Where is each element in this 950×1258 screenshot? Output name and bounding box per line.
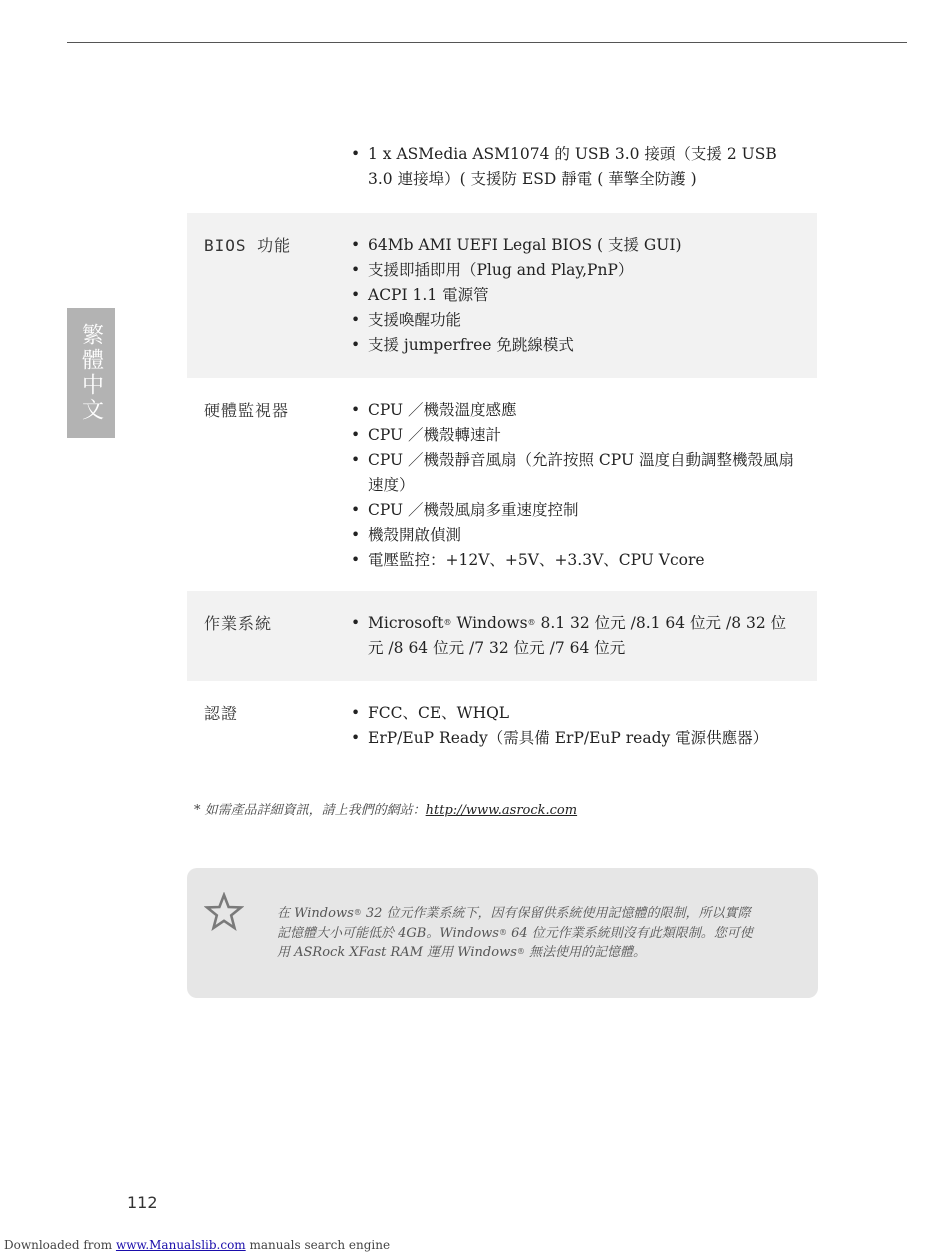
- spec-label-hardware-monitor: 硬體監視器: [204, 401, 290, 420]
- spec-item: • 支援 jumperfree 免跳線模式: [351, 333, 799, 358]
- spec-item: • CPU ／機殼轉速計: [351, 423, 799, 448]
- spec-row-os: [187, 591, 817, 681]
- spec-list: [351, 233, 817, 358]
- registered-mark: ®: [443, 618, 452, 627]
- spec-item: • 支援即插即用（Plug and Play,PnP）: [351, 258, 799, 283]
- spec-item: • ACPI 1.1 電源管: [351, 283, 799, 308]
- spec-label: [187, 142, 351, 192]
- spec-item: • CPU ／機殼靜音風扇（允許按照 CPU 溫度自動調整機殼風扇速度）: [351, 448, 799, 498]
- spec-item: • 機殼開啟偵測: [351, 523, 799, 548]
- top-rule: [67, 42, 907, 43]
- note-text: [277, 904, 757, 963]
- star-outline-icon: [204, 892, 244, 932]
- spec-label-os: 作業系統: [204, 614, 273, 633]
- spec-list: [351, 611, 817, 661]
- note-segment: 32 位元作業系統下，因有保留供系統使用記憶體的限制，所以實際記憶體大小可能低於 4GB。Windows: [277, 906, 751, 941]
- footnote: [194, 799, 577, 818]
- spec-item: • 64Mb AMI UEFI Legal BIOS ( 支援 GUI): [351, 233, 799, 258]
- spec-table: [187, 132, 817, 751]
- language-label: 繁體中文: [78, 323, 104, 423]
- spec-item: • 電壓監控：+12V、+5V、+3.3V、CPU Vcore: [351, 548, 799, 573]
- spec-label-bios: BIOS 功能: [204, 236, 292, 255]
- spec-row-certifications: [187, 681, 817, 751]
- page-number: 112: [127, 1193, 158, 1212]
- spec-item: • 支援喚醒功能: [351, 308, 799, 333]
- os-text: 8.1 32 位元 /8.1 64 位元 /8 32 位元 /8 64 位元 /7 32 位元 /7 64 位元: [368, 614, 787, 657]
- download-prefix: Downloaded from: [4, 1238, 116, 1252]
- spec-item: • FCC、CE、WHQL: [351, 701, 799, 726]
- spec-item: • CPU ／機殼風扇多重速度控制: [351, 498, 799, 523]
- download-suffix: manuals search engine: [245, 1238, 391, 1252]
- os-text: Microsoft: [368, 614, 444, 632]
- spec-item: • CPU ／機殼溫度感應: [351, 398, 799, 423]
- registered-mark: ®: [498, 927, 507, 937]
- spec-list: [351, 398, 817, 573]
- language-side-tab: [67, 308, 115, 438]
- registered-mark: ®: [353, 908, 362, 917]
- spec-list: [351, 142, 817, 192]
- registered-mark: ®: [527, 618, 536, 627]
- registered-mark: ®: [516, 947, 525, 956]
- spec-item: • ErP/EuP Ready（需具備 ErP/EuP ready 電源供應器）: [351, 726, 799, 751]
- spec-row-bios: [187, 213, 817, 378]
- spec-label-certifications: 認證: [204, 704, 239, 723]
- note-segment: 在 Windows: [277, 906, 354, 921]
- footnote-text: * 如需產品詳細資訊，請上我們的網站：: [194, 803, 426, 818]
- manualslib-link[interactable]: www.Manualslib.com: [115, 1238, 246, 1252]
- spec-item: • 1 x ASMedia ASM1074 的 USB 3.0 接頭（支援 2 USB 3.0 連接埠）( 支援防 ESD 靜電 ( 華擎全防護 ): [351, 142, 799, 192]
- spec-row-hardware-monitor: [187, 378, 817, 591]
- download-footer: [4, 1238, 390, 1252]
- os-text: Windows: [451, 614, 528, 632]
- website-link[interactable]: http://www.asrock.com: [425, 803, 578, 818]
- note-box: [187, 868, 818, 998]
- spec-row-usb-continued: [187, 132, 817, 200]
- note-segment: 64 位元作業系統則沒有此類限制。您可使用 ASRock XFast RAM 運用 Windows: [277, 925, 753, 960]
- note-segment: 無法使用的記憶體。: [524, 945, 647, 960]
- spec-item-os: [351, 611, 799, 661]
- spec-list: [351, 701, 817, 751]
